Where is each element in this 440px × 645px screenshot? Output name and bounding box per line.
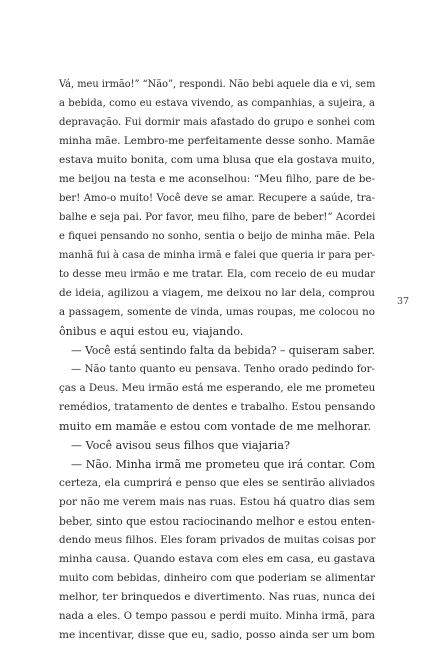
text-line: manhã fui à casa de minha irmã e falei que queria ir para per- — [59, 250, 375, 261]
text-line: ber! Amo-o muito! Você deve se amar. Recupere a saúde, tra- — [59, 193, 375, 204]
text-line: estava muito bonita, com uma blusa que ela gostava muito, — [59, 154, 376, 166]
text-line: melhor, ter brinquedos e divertimento. Nas ruas, nunca dei — [59, 591, 375, 603]
text-line: — Você avisou seus filhos que viajaria? — [71, 439, 290, 452]
text-line: to desse meu irmão e me tratar. Ela, com receio de eu mudar — [59, 269, 375, 280]
text-line: Vá, meu irmão!” “Não”, respondi. Não bebi aquele dia e vi, sem — [59, 79, 376, 90]
text-line: minha causa. Quando estava com eles em casa, eu gastava — [59, 553, 376, 565]
text-line: depravação. Fui dormir mais afastado do grupo e sonhei com — [59, 117, 375, 128]
text-line: me incentivar, disse que eu, sadio, posso ainda ser um bom — [59, 629, 375, 641]
text-line: e fiquei pensando no sonho, sentia o beijo de minha mãe. Pela — [59, 231, 375, 242]
text-line: nada a eles. O tempo passou e perdi muito. Minha irmã, para — [59, 611, 375, 622]
body-text — [59, 75, 375, 645]
page-number: 37 — [397, 296, 410, 307]
text-line: de ideia, agilizou a viagem, me deixou no lar dela, comprou — [59, 287, 375, 299]
text-line: — Você está sentindo falta da bebida? – quiseram saber. — [71, 344, 376, 357]
text-line: beber, sinto que estou raciocinando melhor e estou enten- — [59, 515, 375, 528]
text-line: ônibus e aqui estou eu, viajando. — [59, 325, 244, 338]
text-line: — Não. Minha irmã me prometeu que irá contar. Com — [71, 458, 375, 471]
text-line: minha mãe. Lembro-me perfeitamente desse sonho. Mamãe — [59, 135, 375, 147]
text-line: a passagem, somente de vinda, umas roupas, me colocou no — [59, 306, 375, 318]
text-line: por não me verem mais nas ruas. Estou há quatro dias sem — [59, 496, 375, 508]
text-line: a bebida, como eu estava vivendo, as companhias, a sujeira, a — [59, 98, 375, 109]
text-line: me beijou na testa e me aconselhou: “Meu filho, pare de be- — [59, 173, 375, 185]
text-line: ças a Deus. Meu irmão está me esperando, ele me prometeu — [59, 382, 376, 394]
text-line: certeza, ela cumprirá e penso que eles se sentirão aliviados — [59, 477, 375, 489]
text-line: dendo meus filhos. Eles foram privados de muitas coisas por — [59, 534, 376, 546]
text-line: balhe e seja pai. Por favor, meu filho, pare de beber!” Acordei — [59, 212, 376, 223]
text-line: muito com bebidas, dinheiro com que poderiam se alimentar — [59, 573, 375, 584]
text-line: muito em mamãe e estou com vontade de me melhorar. — [59, 420, 372, 433]
text-line: remédios, tratamento de dentes e trabalho. Estou pensando — [59, 401, 376, 413]
text-line: — Não tanto quanto eu pensava. Tenho orado pedindo for- — [71, 364, 375, 375]
